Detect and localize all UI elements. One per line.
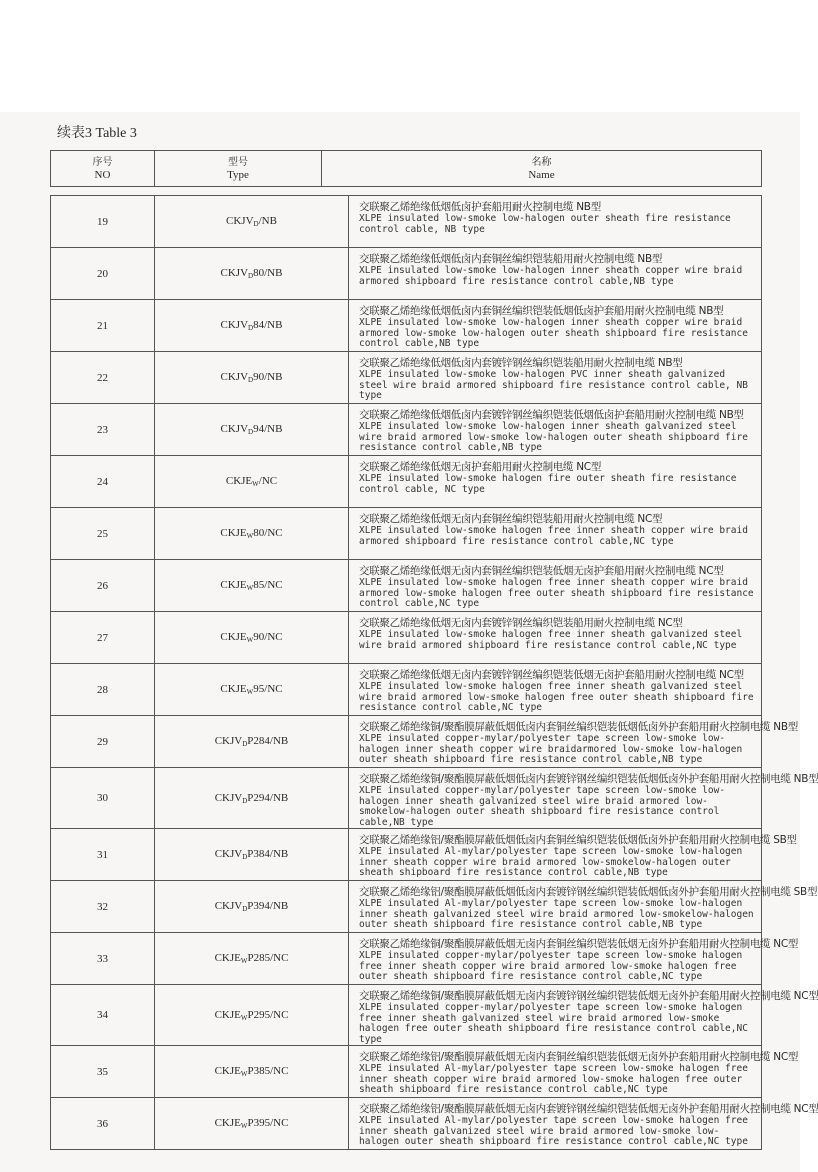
row-no-text: 31 bbox=[97, 848, 108, 861]
type-suffix: 85/NC bbox=[253, 579, 283, 591]
table-row bbox=[51, 196, 762, 248]
type-prefix: CKJV bbox=[214, 900, 243, 912]
row-no-text: 35 bbox=[97, 1065, 108, 1078]
row-type bbox=[155, 985, 349, 1046]
row-name bbox=[349, 933, 799, 985]
type-subscript: D bbox=[242, 796, 248, 805]
type-subscript: D bbox=[248, 428, 254, 436]
row-no-text: 30 bbox=[97, 792, 108, 804]
type-subscript: D bbox=[242, 853, 248, 861]
table-row bbox=[51, 985, 762, 1046]
row-no bbox=[51, 300, 155, 352]
type-subscript: W bbox=[246, 532, 254, 540]
row-no bbox=[51, 881, 155, 933]
type-suffix: P394/NB bbox=[247, 900, 289, 912]
name-chinese: 交联聚乙烯绝缘低烟无卤内套铜丝编织铠装船用耐火控制电缆 NC型 bbox=[359, 513, 663, 525]
row-name bbox=[349, 985, 818, 1046]
name-english: XLPE insulated low-smoke halogen free inner sheath galvanized steel wire braid armored shipboard fire resistance control cable,NC type bbox=[359, 629, 743, 651]
row-no bbox=[51, 933, 155, 985]
type-subscript: W bbox=[246, 688, 254, 696]
type-subscript: W bbox=[240, 1013, 248, 1022]
name-chinese: 交联聚乙烯绝缘低烟低卤内套镀锌钢丝编织铠装低烟低卤护套船用耐火控制电缆 NB型 bbox=[359, 409, 744, 421]
row-no bbox=[51, 1098, 155, 1150]
type-prefix: CKJV bbox=[226, 215, 254, 227]
header-no-en: NO bbox=[94, 168, 111, 181]
type-suffix: 80/NC bbox=[253, 527, 283, 539]
row-type bbox=[155, 1046, 349, 1098]
type-suffix: P395/NC bbox=[247, 1117, 289, 1129]
table-row bbox=[51, 1046, 762, 1098]
type-prefix: CKJE bbox=[225, 475, 253, 487]
type-suffix: P294/NB bbox=[247, 791, 289, 804]
name-english: XLPE insulated Al-mylar/polyester tape screen low-smoke halogen free inner sheath galvanized steel wire braid armored low-smoke low-halogen outer sheath shipboard fire resistance control cable,NC type bbox=[359, 1115, 748, 1147]
type-prefix: CKJE bbox=[214, 1065, 241, 1077]
row-no bbox=[51, 829, 155, 881]
name-chinese: 交联聚乙烯绝缘铜/聚酯膜屏蔽低烟低卤内套镀锌钢丝编织铠装低烟低卤外护套船用耐火控制电缆 NB型 bbox=[359, 773, 818, 785]
type-subscript: D bbox=[248, 324, 254, 332]
name-english: XLPE insulated Al-mylar/polyester tape screen low-smoke low-halogen inner sheath galvanized steel wire braid armored low-smokelow-halogen outer sheath shipboard fire resistance control cable,NB type bbox=[359, 898, 754, 930]
name-chinese: 交联聚乙烯绝缘低烟无卤内套铜丝编织铠装低烟无卤护套船用耐火控制电缆 NC型 bbox=[359, 565, 724, 577]
type-suffix: 90/NC bbox=[253, 631, 283, 643]
type-prefix: CKJE bbox=[220, 683, 247, 695]
header-no bbox=[51, 151, 155, 187]
header-type-cn: 型号 bbox=[228, 156, 248, 168]
row-type bbox=[155, 196, 349, 248]
name-english: XLPE insulated copper-mylar/polyester tape screen low-smoke halogen free inner sheath galvanized steel wire braid armored low-smoke halogen free outer sheath shipboard fire resistance control cable,NC type bbox=[359, 1002, 748, 1045]
name-chinese: 交联聚乙烯绝缘铜/聚酯膜屏蔽低烟无卤内套镀锌钢丝编织铠装低烟无卤外护套船用耐火控制电缆 NC型 bbox=[359, 990, 818, 1002]
type-prefix: CKJV bbox=[214, 848, 243, 860]
row-name bbox=[349, 881, 818, 933]
row-no-text: 36 bbox=[97, 1117, 108, 1130]
row-no-text: 33 bbox=[97, 952, 108, 965]
row-type bbox=[155, 933, 349, 985]
row-name bbox=[349, 404, 762, 456]
header-name-en: Name bbox=[528, 168, 555, 181]
table-row bbox=[51, 768, 762, 829]
name-chinese: 交联聚乙烯绝缘铝/聚酯膜屏蔽低烟无卤内套铜丝编织铠装低烟无卤外护套船用耐火控制电缆 NC型 bbox=[359, 1051, 799, 1063]
table-row bbox=[51, 716, 762, 768]
table-row bbox=[51, 404, 762, 456]
table-row bbox=[51, 560, 762, 612]
name-english: XLPE insulated low-smoke low-halogen outer sheath fire resistance control cable, NB type bbox=[359, 213, 731, 235]
type-suffix: /NB bbox=[258, 215, 277, 227]
row-no bbox=[51, 508, 155, 560]
row-no bbox=[51, 248, 155, 300]
table-row bbox=[51, 300, 762, 352]
row-type bbox=[155, 352, 349, 404]
row-no bbox=[51, 768, 155, 829]
row-no-text: 28 bbox=[97, 683, 108, 696]
row-name bbox=[349, 1098, 818, 1150]
row-no bbox=[51, 352, 155, 404]
name-english: XLPE insulated low-smoke low-halogen inner sheath galvanized steel wire braid armored low-smoke low-halogen outer sheath shipboard fire resistance control cable,NB type bbox=[359, 421, 748, 453]
type-subscript: W bbox=[240, 1070, 248, 1078]
name-english: XLPE insulated copper-mylar/polyester tape screen low-smoke low-halogen inner sheath galvanized steel wire braid armored low-smokelow-halogen outer sheath shipboard fire resistance control cable,NB type bbox=[359, 785, 726, 828]
type-subscript: W bbox=[240, 957, 248, 965]
type-suffix: P385/NC bbox=[247, 1065, 289, 1077]
type-prefix: CKJE bbox=[214, 1117, 241, 1129]
table-row bbox=[51, 456, 762, 508]
type-prefix: CKJE bbox=[220, 527, 247, 539]
name-chinese: 交联聚乙烯绝缘低烟低卤护套船用耐火控制电缆 NB型 bbox=[359, 201, 601, 213]
row-type bbox=[155, 1098, 349, 1150]
row-no bbox=[51, 560, 155, 612]
name-chinese: 交联聚乙烯绝缘低烟无卤内套镀锌钢丝编织铠装船用耐火控制电缆 NC型 bbox=[359, 617, 683, 629]
row-no bbox=[51, 1046, 155, 1098]
row-no-text: 24 bbox=[97, 475, 108, 488]
name-chinese: 交联聚乙烯绝缘低烟低卤内套镀锌钢丝编织铠装船用耐火控制电缆 NB型 bbox=[359, 357, 683, 369]
row-type bbox=[155, 881, 349, 933]
row-name bbox=[349, 248, 762, 300]
row-no-text: 21 bbox=[97, 319, 108, 332]
table-row bbox=[51, 352, 762, 404]
name-english: XLPE insulated low-smoke low-halogen inner sheath copper wire braid armored low-smoke low-halogen outer sheath shipboard fire resistance control cable,NB type bbox=[359, 317, 748, 349]
type-suffix: 94/NB bbox=[253, 423, 283, 435]
row-no-text: 34 bbox=[97, 1009, 108, 1021]
name-chinese: 交联聚乙烯绝缘铝/聚酯膜屏蔽低烟低卤内套镀锌钢丝编织铠装低烟低卤外护套船用耐火控制电缆 SB型 bbox=[359, 886, 818, 898]
type-prefix: CKJV bbox=[220, 267, 249, 279]
row-no bbox=[51, 664, 155, 716]
type-suffix: 80/NB bbox=[253, 267, 283, 279]
row-name bbox=[349, 664, 762, 716]
table-row bbox=[51, 612, 762, 664]
name-english: XLPE insulated low-smoke low-halogen inner sheath copper wire braid armored shipboard fire resistance control cable,NB type bbox=[359, 265, 743, 287]
table-row bbox=[51, 508, 762, 560]
type-suffix: /NC bbox=[258, 475, 278, 487]
header-no-cn: 序号 bbox=[92, 156, 113, 168]
row-name bbox=[349, 456, 762, 508]
type-prefix: CKJV bbox=[220, 423, 249, 435]
row-type bbox=[155, 248, 349, 300]
name-chinese: 交联聚乙烯绝缘低烟无卤内套镀锌钢丝编织铠装低烟无卤护套船用耐火控制电缆 NC型 bbox=[359, 669, 744, 681]
type-prefix: CKJE bbox=[214, 952, 241, 964]
row-type bbox=[155, 768, 349, 829]
type-subscript: W bbox=[252, 480, 259, 488]
row-no bbox=[51, 456, 155, 508]
row-name bbox=[349, 768, 818, 829]
type-suffix: 95/NC bbox=[253, 683, 283, 695]
name-english: XLPE insulated Al-mylar/polyester tape screen low-smoke halogen free inner sheath copper wire braid armored low-smoke halogen free outer sheath shipboard fire resistance control cable,NC type bbox=[359, 1063, 748, 1095]
header-name bbox=[322, 151, 762, 187]
type-prefix: CKJV bbox=[220, 371, 249, 383]
type-subscript: D bbox=[242, 740, 248, 748]
row-no bbox=[51, 985, 155, 1046]
table-row bbox=[51, 664, 762, 716]
type-suffix: 84/NB bbox=[253, 319, 283, 331]
header-type-en: Type bbox=[227, 168, 249, 181]
type-prefix: CKJV bbox=[214, 791, 243, 804]
type-prefix: CKJV bbox=[220, 319, 249, 331]
row-no bbox=[51, 716, 155, 768]
name-chinese: 交联聚乙烯绝缘铜/聚酯膜屏蔽低烟低卤内套铜丝编织铠装低烟低卤外护套船用耐火控制电缆 NB型 bbox=[359, 721, 798, 733]
name-chinese: 交联聚乙烯绝缘铝/聚酯膜屏蔽低烟无卤内套镀锌钢丝编织铠装低烟无卤外护套船用耐火控制电缆 NC型 bbox=[359, 1103, 818, 1115]
row-no-text: 22 bbox=[97, 371, 108, 384]
row-name bbox=[349, 196, 762, 248]
type-subscript: D bbox=[248, 376, 254, 384]
type-subscript: W bbox=[246, 636, 254, 644]
name-chinese: 交联聚乙烯绝缘铜/聚酯膜屏蔽低烟无卤内套铜丝编织铠装低烟无卤外护套船用耐火控制电缆 NC型 bbox=[359, 938, 799, 950]
table-row bbox=[51, 1098, 762, 1150]
type-subscript: D bbox=[253, 220, 259, 228]
name-english: XLPE insulated copper-mylar/polyester tape screen low-smoke low-halogen inner sheath copper wire braidarmored low-smoke low-halogen outer sheath shipboard fire resistance control cable,NB type bbox=[359, 733, 743, 765]
type-suffix: P285/NC bbox=[247, 952, 289, 964]
type-suffix: P384/NB bbox=[247, 848, 289, 860]
type-prefix: CKJE bbox=[220, 631, 247, 643]
header-type bbox=[155, 151, 322, 187]
row-name bbox=[349, 508, 762, 560]
name-english: XLPE insulated low-smoke low-halogen PVC inner sheath galvanized steel wire braid armored shipboard fire resistance control cable, NB type bbox=[359, 369, 748, 401]
row-no-text: 29 bbox=[97, 735, 108, 748]
row-name bbox=[349, 829, 797, 881]
row-name bbox=[349, 716, 798, 768]
type-suffix: P295/NC bbox=[247, 1008, 289, 1021]
row-no-text: 20 bbox=[97, 267, 108, 280]
type-prefix: CKJE bbox=[220, 579, 247, 591]
row-name bbox=[349, 1046, 799, 1098]
row-name bbox=[349, 300, 762, 352]
row-type bbox=[155, 508, 349, 560]
row-type bbox=[155, 716, 349, 768]
type-subscript: D bbox=[248, 272, 254, 280]
header-name-cn: 名称 bbox=[531, 156, 552, 168]
row-type bbox=[155, 456, 349, 508]
name-chinese: 交联聚乙烯绝缘低烟低卤内套铜丝编织铠装低烟低卤护套船用耐火控制电缆 NB型 bbox=[359, 305, 724, 317]
table-row bbox=[51, 829, 762, 881]
table-header bbox=[50, 150, 762, 187]
name-english: XLPE insulated low-smoke halogen free inner sheath copper wire braid armored shipboard fire resistance control cable,NC type bbox=[359, 525, 748, 547]
row-type bbox=[155, 404, 349, 456]
row-name bbox=[349, 560, 762, 612]
row-type bbox=[155, 560, 349, 612]
name-chinese: 交联聚乙烯绝缘低烟无卤护套船用耐火控制电缆 NC型 bbox=[359, 461, 602, 473]
row-type bbox=[155, 612, 349, 664]
row-no-text: 26 bbox=[97, 579, 108, 592]
name-english: XLPE insulated low-smoke halogen fire outer sheath fire resistance control cable, NC type bbox=[359, 473, 737, 495]
row-no-text: 23 bbox=[97, 423, 108, 436]
row-no-text: 19 bbox=[97, 215, 108, 228]
name-english: XLPE insulated low-smoke halogen free inner sheath copper wire braid armored low-smoke halogen free outer sheath shipboard fire resistance control cable,NC type bbox=[359, 577, 754, 609]
table-row bbox=[51, 933, 762, 985]
row-type bbox=[155, 300, 349, 352]
name-english: XLPE insulated low-smoke halogen free inner sheath galvanized steel wire braid armored low-smoke halogen free outer sheath shipboard fire resistance control cable,NC type bbox=[359, 681, 754, 713]
row-no-text: 32 bbox=[97, 900, 108, 913]
row-no-text: 25 bbox=[97, 527, 108, 540]
row-type bbox=[155, 829, 349, 881]
row-name bbox=[349, 352, 762, 404]
row-no-text: 27 bbox=[97, 631, 108, 644]
type-subscript: W bbox=[246, 584, 254, 592]
type-suffix: 90/NB bbox=[253, 371, 283, 383]
type-prefix: CKJE bbox=[214, 1008, 241, 1021]
table-row bbox=[51, 248, 762, 300]
type-suffix: P284/NB bbox=[247, 735, 289, 747]
row-no bbox=[51, 612, 155, 664]
row-name bbox=[349, 612, 762, 664]
name-chinese: 交联聚乙烯绝缘低烟低卤内套铜丝编织铠装船用耐火控制电缆 NB型 bbox=[359, 253, 663, 265]
table-row bbox=[51, 881, 762, 933]
table-caption: 续表3 Table 3 bbox=[57, 126, 137, 141]
row-no bbox=[51, 404, 155, 456]
type-prefix: CKJV bbox=[214, 735, 243, 747]
row-no bbox=[51, 196, 155, 248]
type-subscript: W bbox=[240, 1122, 248, 1130]
type-subscript: D bbox=[242, 905, 248, 913]
name-english: XLPE insulated copper-mylar/polyester tape screen low-smoke halogen free inner sheath copper wire braid armored low-smoke halogen free outer sheath shipboard fire resistance control cable,NC type bbox=[359, 950, 743, 982]
name-chinese: 交联聚乙烯绝缘铝/聚酯膜屏蔽低烟低卤内套铜丝编织铠装低烟低卤外护套船用耐火控制电缆 SB型 bbox=[359, 834, 797, 846]
row-type bbox=[155, 664, 349, 716]
name-english: XLPE insulated Al-mylar/polyester tape screen low-smoke low-halogen inner sheath copper wire braid armored low-smokelow-halogen outer sheath shipboard fire resistance control cable,NB type bbox=[359, 846, 743, 878]
cable-table bbox=[50, 195, 818, 1150]
table-body bbox=[51, 196, 818, 1150]
